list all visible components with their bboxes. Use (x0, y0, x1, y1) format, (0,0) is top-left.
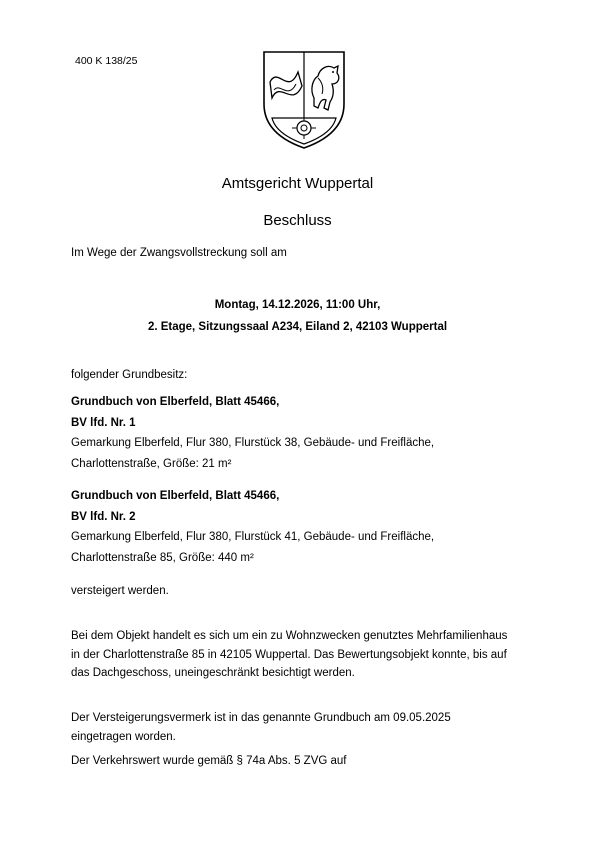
plot-item: BV lfd. Nr. 1 (71, 416, 136, 429)
market-value-paragraph: Der Verkehrswert wurde gemäß § 74a Abs. 5 ZVG auf (71, 755, 347, 767)
court-name: Amtsgericht Wuppertal (221, 175, 374, 192)
plot-address: Charlottenstraße, Größe: 21 m² (71, 457, 232, 470)
plot-item: BV lfd. Nr. 2 (71, 510, 136, 523)
appointment-date: Montag, 14.12.2026, 11:00 Uhr, (214, 299, 381, 311)
file-number: 400 K 138/25 (75, 55, 138, 67)
plot-entry (71, 392, 434, 474)
plot-entry (71, 486, 434, 568)
plot-description: Gemarkung Elberfeld, Flur 380, Flurstück 41, Gebäude- und Freifläche, (71, 531, 435, 543)
registration-paragraph: Der Versteigerungsvermerk ist in das genannte Grundbuch am 09.05.2025 eingetragen worden. (71, 712, 451, 743)
appointment-block (0, 294, 595, 338)
plot-address: Charlottenstraße 85, Größe: 440 m² (71, 551, 254, 564)
document-title: Beschluss (263, 212, 332, 229)
property-intro: folgender Grundbesitz: (71, 369, 188, 381)
nrw-coat-of-arms-icon (258, 46, 350, 152)
intro-text: Im Wege der Zwangsvollstreckung soll am (71, 247, 287, 259)
object-description-paragraph: Bei dem Objekt handelt es sich um ein zu Wohnzwecken genutztes Mehrfamilienhaus in der Charlottenstraße 85 in 42105 Wuppertal. Das Bewertungsobjekt konnte, bis auf das Dachgeschoss, uneingeschränkt besichtigt werden. (71, 630, 508, 679)
auction-text: versteigert werden. (71, 585, 169, 597)
plot-description: Gemarkung Elberfeld, Flur 380, Flurstück 38, Gebäude- und Freifläche, (71, 437, 435, 449)
appointment-location: 2. Etage, Sitzungssaal A234, Eiland 2, 42103 Wuppertal (147, 321, 448, 333)
plot-register: Grundbuch von Elberfeld, Blatt 45466, (71, 396, 280, 408)
plot-register: Grundbuch von Elberfeld, Blatt 45466, (71, 490, 280, 502)
